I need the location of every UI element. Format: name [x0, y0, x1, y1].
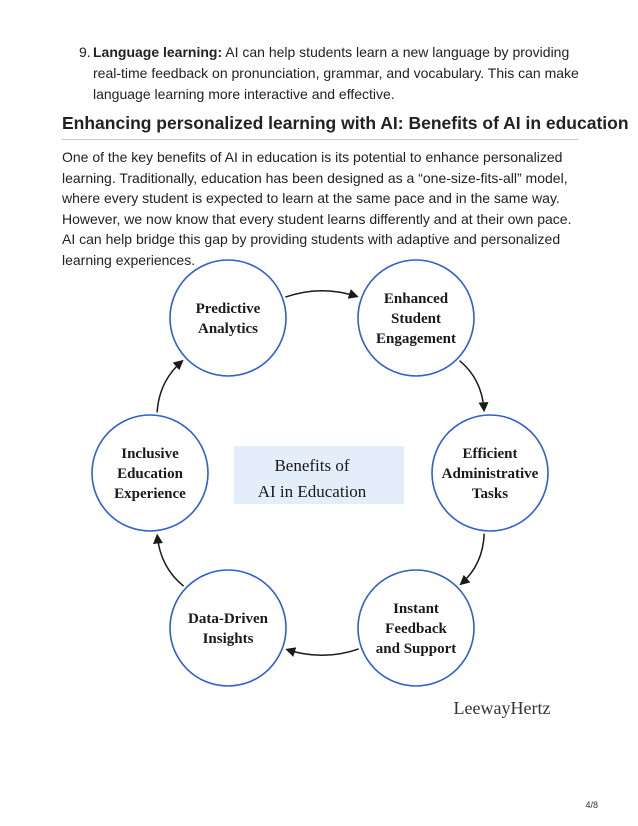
benefit-node — [170, 260, 286, 376]
benefit-node — [358, 260, 474, 376]
page-number: 4/8 — [585, 800, 598, 810]
node-label: Instant — [393, 601, 439, 617]
node-label: Data-Driven — [188, 611, 268, 627]
list-item-text: AI can help students learn a new language by providing real-time feedback on pronunciation, grammar, and vocabulary. This can make language learning more interactive and effective. — [93, 44, 579, 102]
node-label: Experience — [114, 486, 186, 502]
section-heading: Enhancing personalized learning with AI: Benefits of AI in education — [62, 113, 629, 133]
node-label: Efficient — [462, 446, 518, 462]
benefit-node — [432, 415, 548, 531]
flow-arrow — [285, 291, 357, 297]
flow-arrow — [287, 649, 359, 655]
node-label: and Support — [375, 641, 457, 657]
section-paragraph: One of the key benefits of AI in education is its potential to enhance personalized learning. Traditionally, education has been designed as a “one-size-fits-all” model, where every student is expected to learn at the same pace and in the same way. However, we now know that every student learns differently and at their own pace. AI can help bridge this gap by providing students with adaptive and personalized learning experiences. — [62, 149, 572, 268]
flow-arrow — [157, 361, 182, 412]
list-number: 9. — [79, 44, 91, 60]
benefit-node — [92, 415, 208, 531]
node-label: Insights — [202, 631, 254, 647]
node-circle — [170, 570, 286, 686]
flow-arrow — [157, 536, 183, 587]
node-label: Feedback — [385, 621, 447, 637]
brand-logo: LeewayHertz — [453, 698, 551, 718]
node-label: Tasks — [471, 486, 509, 502]
node-label: Predictive — [195, 301, 261, 317]
benefit-node — [358, 570, 474, 686]
node-label: Analytics — [198, 321, 258, 337]
node-circle — [170, 260, 286, 376]
flow-arrow — [461, 534, 484, 584]
node-label: Enhanced — [383, 291, 449, 307]
center-label: Benefits of — [274, 456, 350, 475]
node-label: Administrative — [441, 466, 539, 482]
node-label: Inclusive — [121, 446, 179, 462]
node-label: Student — [390, 311, 442, 327]
list-item-term: Language learning: — [93, 44, 223, 60]
node-label: Education — [117, 466, 183, 482]
node-label: Engagement — [376, 331, 456, 347]
flow-arrow — [460, 361, 484, 411]
benefit-node — [170, 570, 286, 686]
center-label: AI in Education — [257, 482, 367, 501]
center-box — [234, 446, 404, 504]
